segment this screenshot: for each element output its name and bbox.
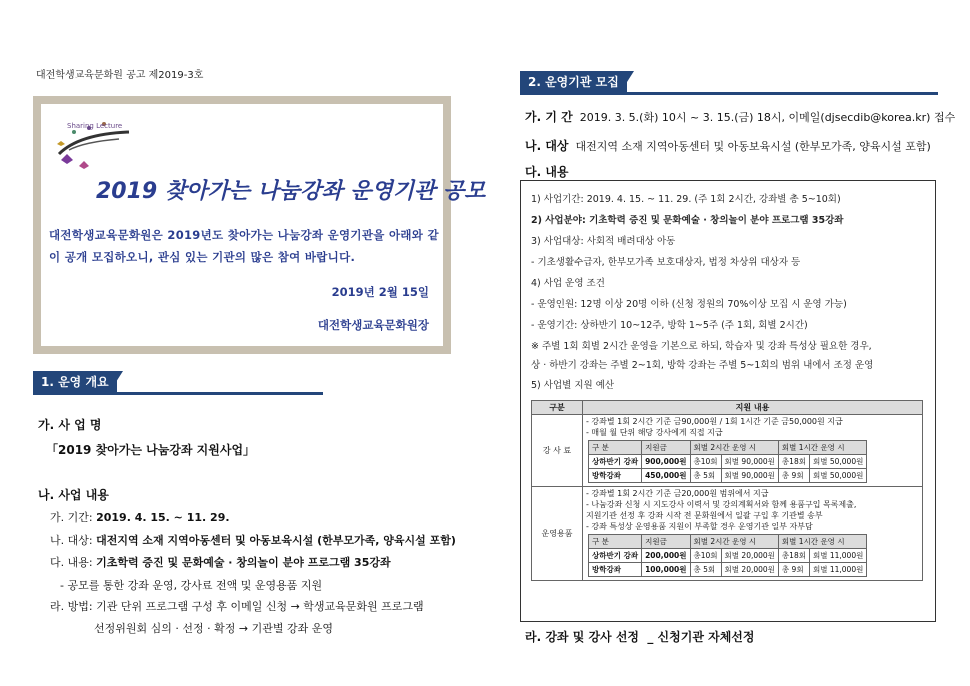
box-line: 1) 사업기간: 2019. 4. 15. ~ 11. 29. (주 1회 2시간, 강좌별 총 5~10회) [531, 194, 841, 205]
supply-label: 운영용품 [532, 487, 583, 581]
content-box [520, 180, 936, 622]
box-line: 5) 사업별 지원 예산 [531, 380, 615, 391]
banner-org: 대전학생교육문화원장 [317, 318, 429, 332]
fee-label: 강 사 료 [532, 415, 583, 487]
box-line: - 운영인원: 12명 이상 20명 이하 (신청 정원의 70%이상 모집 시 운영 가능) [531, 299, 847, 310]
project-name-heading: 가. 사 업 명 [38, 418, 102, 432]
notice-number: 대전학생교육문화원 공고 제2019-3호 [36, 70, 204, 81]
fee-table: 구 분 지원금 회별 2시간 운영 시 회별 1시간 운영 시 상하반기 강좌 900,000원 총10회 회별 90,000원 총18회 회별 50,000원 방학강좌 450,000원 총 5회 회별 90,000원 총 9회 회별 50,000원 [588, 440, 867, 483]
butterfly-logo-icon: Sharing Lecture [49, 114, 137, 174]
budget-table: 구분 지원 내용 강 사 료 - 강좌별 1회 2시간 기준 금90,000원 / 1회 1시간 기준 금50,000원 지급 - 매월 월 단위 해당 강사에게 직접 지급 구 분 지원금 회별 2시간 운영 시 회별 1시간 운영 시 상하반기 강좌 900,000원 총10회 회별 90,000원 총18회 회별 50,000원 방학강좌 450,000원 총 5회 회별 90,000원 총 9회 회별 50,000원 운영용품 - 강좌별 1회 2시간 기준 금20,000원 범위에서 지급 - 나눔강좌 신청 시 지도강사 이력서 및 강의계획서와 함께 용품구입 목록제출, 지원기관 선정 후 강좌 시작 전 문화원에서 일괄 구입 후 기관별 송부 - 강좌 특성상 운영용품 지원이 부족할 경우 운영기관 일부 자부담 구 분 지원금 회별 2시간 운영 시 회별 1시간 운영 시 상하반기 강좌 200,000원 총10회 회별 20,000원 총18회 회별 11,000원 방학강좌 100,000원 총 5회 회별 20,000원 총 9회 회별 11,000원 [531, 400, 923, 581]
banner-body: 대전학생교육문화원은 2019년도 찾아가는 나눔강좌 운영기관을 아래와 같이 공개 모집하오니, 관심 있는 기관의 많은 참여 바랍니다. [49, 228, 439, 264]
box-line: 3) 사업대상: 사회적 배려대상 아동 [531, 236, 676, 247]
section-header-2: 2. 운영기관 모집 [520, 71, 940, 93]
project-name-value: 「2019 찾아가는 나눔강좌 지원사업」 [46, 443, 256, 457]
recruit-period: 가. 기 간 2019. 3. 5.(화) 10시 ~ 3. 15.(금) 18시, 이메일(djsecdib@korea.kr) 접수 [525, 110, 956, 124]
box-line: 4) 사업 운영 조건 [531, 278, 605, 289]
content-item-target: 나. 대상: 대전지역 소재 지역아동센터 및 아동보육시설 (한부모가족, 양육시설 포함) [50, 534, 456, 547]
recruit-content-heading: 다. 내용 [525, 165, 569, 179]
content-method-2: 선정위원회 심의 · 선정 · 확정 → 기관별 강좌 운영 [94, 622, 333, 635]
content-sub: - 공모를 통한 강좌 운영, 강사료 전액 및 운영용품 지원 [60, 579, 323, 592]
banner-title: 2019 찾아가는 나눔강좌 운영기관 공모 [96, 179, 486, 204]
recruit-target: 나. 대상 대전지역 소재 지역아동센터 및 아동보육시설 (한부모가족, 양육시설 포함) [525, 139, 931, 153]
lecture-selection: 라. 강좌 및 강사 선정 _ 신청기관 자체선정 [525, 630, 755, 644]
project-content-heading: 나. 사업 내용 [38, 488, 109, 502]
box-line: - 운영기간: 상하반기 10~12주, 방학 1~5주 (주 1회, 회별 2시간) [531, 320, 808, 331]
content-item-period: 가. 기간: 2019. 4. 15. ~ 11. 29. [50, 511, 230, 524]
supply-table: 구 분 지원금 회별 2시간 운영 시 회별 1시간 운영 시 상하반기 강좌 200,000원 총10회 회별 20,000원 총18회 회별 11,000원 방학강좌 100,000원 총 5회 회별 20,000원 총 9회 회별 11,000원 [588, 534, 867, 577]
banner-date: 2019년 2월 15일 [331, 285, 429, 299]
content-item-content: 다. 내용: 기초학력 증진 및 문화예술 · 창의놀이 분야 프로그램 35강좌 [50, 556, 391, 569]
box-line: 상 · 하반기 강좌는 주별 2~1회, 방학 강좌는 주별 5~1회의 범위 내에서 조정 운영 [531, 360, 874, 371]
box-line: 2) 사업분야: 기초학력 증진 및 문화예술 · 창의놀이 분야 프로그램 35강좌 [531, 215, 844, 226]
section-header-1: 1. 운영 개요 [33, 371, 453, 393]
banner [33, 96, 486, 354]
content-method-1: 라. 방법: 기관 단위 프로그램 구성 후 이메일 신청 → 학생교육문화원 프로그램 [50, 600, 424, 613]
box-line: ※ 주별 1회 회별 2시간 운영을 기본으로 하되, 학습자 및 강좌 특성상 필요한 경우, [531, 341, 872, 352]
box-line: - 기초생활수급자, 한부모가족 보호대상자, 법정 차상위 대상자 등 [531, 257, 801, 268]
